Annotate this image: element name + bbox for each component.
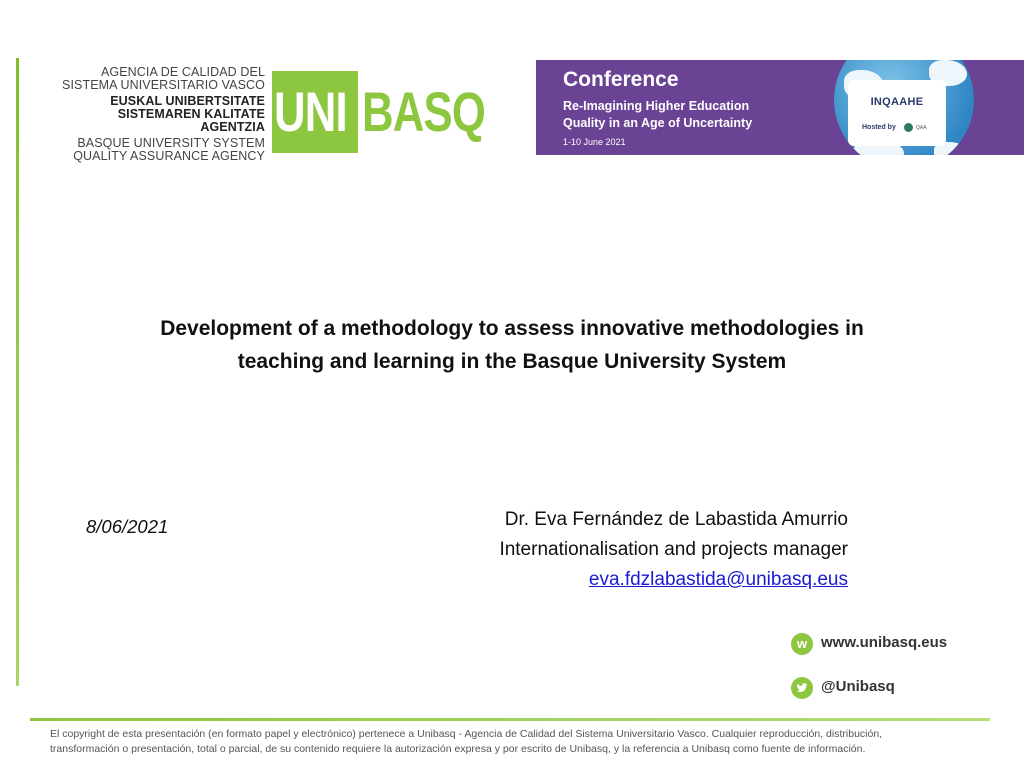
qaa-label: QAA <box>916 125 927 131</box>
title-line: Development of a methodology to assess innovative methodologies in <box>160 317 864 340</box>
author-role: Internationalisation and projects manager <box>499 539 848 560</box>
agency-line: EUSKAL UNIBERTSITATE <box>110 94 265 108</box>
left-border-rule <box>16 58 19 686</box>
copyright-notice <box>50 727 950 757</box>
hosted-by-label: Hosted by <box>862 124 896 131</box>
agency-name-block <box>60 66 265 163</box>
copyright-line: transformación o presentación, total o parcial, de su contenido requiere la autorización expresa y por escrito de Unibasq, y la referencia a Unibasq como fuente de información. <box>50 743 866 755</box>
agency-line: SISTEMAREN KALITATE AGENTZIA <box>117 107 265 134</box>
web-icon: w <box>791 633 813 655</box>
conference-banner <box>536 60 1024 155</box>
logo-basq-text: BASQ <box>362 80 486 143</box>
inqaahe-badge <box>848 80 946 146</box>
presentation-date: 8/06/2021 <box>86 516 169 537</box>
conference-subtitle-line: Re-Imagining Higher Education <box>563 99 750 113</box>
copyright-line: El copyright de esta presentación (en formato papel y electrónico) pertenece a Unibasq - Agencia de Calidad del Sistema Universitario Vasco. Cualquier reproducción, distribución, <box>50 728 883 740</box>
conference-dates: 1-10 June 2021 <box>563 137 626 147</box>
title-line: teaching and learning in the Basque University System <box>237 350 787 373</box>
footer-divider <box>30 718 990 721</box>
author-name: Dr. Eva Fernández de Labastida Amurrio <box>504 509 848 530</box>
agency-line: QUALITY ASSURANCE AGENCY <box>73 149 265 163</box>
logo-uni-text: UNI <box>274 80 347 143</box>
twitter-icon <box>791 677 813 699</box>
conference-title: Conference <box>563 68 679 91</box>
conference-subtitle <box>563 98 752 132</box>
inqaahe-logo: INQAAHE <box>870 96 924 108</box>
twitter-handle[interactable]: @Unibasq <box>821 678 895 695</box>
qaa-icon <box>904 123 913 132</box>
website-link[interactable]: www.unibasq.eus <box>821 634 948 651</box>
author-block <box>380 505 848 595</box>
agency-line: BASQUE UNIVERSITY SYSTEM <box>77 136 265 150</box>
presentation-title <box>60 312 964 378</box>
unibasq-logo <box>272 71 486 153</box>
agency-line: SISTEMA UNIVERSITARIO VASCO <box>62 78 265 92</box>
author-email-link[interactable]: eva.fdzlabastida@unibasq.eus <box>588 569 848 590</box>
conference-subtitle-line: Quality in an Age of Uncertainty <box>563 116 753 130</box>
agency-line: AGENCIA DE CALIDAD DEL <box>100 65 265 79</box>
